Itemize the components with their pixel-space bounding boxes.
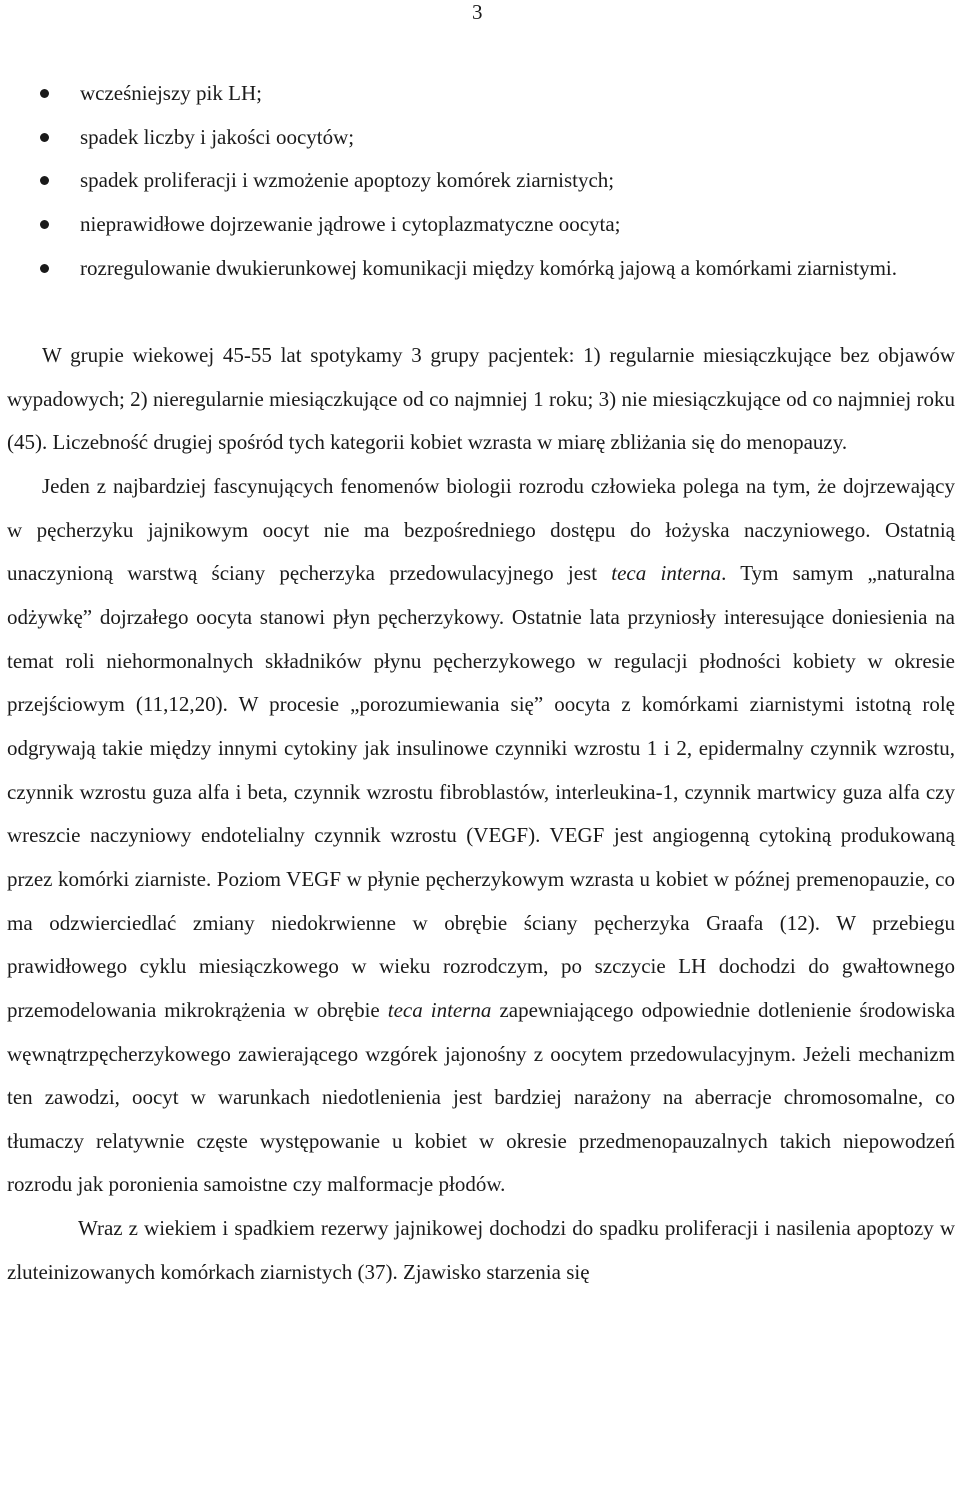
list-item — [0, 116, 958, 160]
bullet-icon — [40, 89, 49, 98]
bullet-list — [0, 72, 958, 291]
italic-term: teca interna — [611, 561, 722, 586]
bullet-icon — [40, 133, 49, 142]
paragraph: Wraz z wiekiem i spadkiem rezerwy jajnikowej dochodzi do spadku proliferacji i nasilenia apoptozy w zluteinizowanych komórkach ziarnistych (37). Zjawisko starzenia się — [7, 1216, 955, 1284]
paragraph-text: Jeden z najbardziej fascynujących fenomenów biologii rozrodu człowieka polega na tym, że dojrzewający w pęcherzyku jajnikowym oocyt nie ma bezpośredniego dostępu do łożyska naczyniowego. Ostatnią unaczynioną warstwą ściany pęcherzyka przedowulacyjnego jest — [7, 473, 955, 586]
list-item-text: spadek liczby i jakości oocytów; — [80, 124, 355, 149]
bullet-icon — [40, 264, 49, 273]
paragraph-text: zapewniającego odpowiednie dotlenienie środowiska węwnątrzpęcherzykowego zawierającego wzgórek jajonośny z oocytem przedowulacyjnym. Jeżeli mechanizm ten zawodzi, oocyt w warunkach niedotlenienia jest bardziej narażony na aberracje chromosomalne, co tłumaczy relatywnie częste występowanie u kobiet w okresie przedmenopauzalnych takich niepowodzeń rozrodu jak poronienia samoistne czy malformacje płodów. — [7, 997, 956, 1197]
bullet-icon — [40, 220, 49, 229]
list-item-text: rozregulowanie dwukierunkowej komunikacji między komórką jajową a komórkami ziarnistymi. — [80, 255, 898, 280]
paragraph-text: . Tym samym „naturalna odżywkę” dojrzałego oocyta stanowi płyn pęcherzykowy. Ostatnie lata przyniosły interesujące doniesienia na temat roli niehormonalnych składników płynu pęcherzykowego w regulacji płodności kobiety w okresie przejściowym (11,12,20). W procesie „porozumiewania się” oocyta z komórkami ziarnistymi istotną rolę odgrywają takie między innymi cytokiny jak insulinowe czynniki wzrostu 1 i 2, epidermalny czynnik wzrostu, czynnik wzrostu guza alfa i beta, czynnik wzrostu fibroblastów, interleukina-1, czynnik martwicy guza alfa czy wreszcie naczyniowy endotelialny czynnik wzrostu (VEGF). VEGF jest angiogenną cytokiną produkowaną przez komórki ziarniste. Poziom VEGF w płynie pęcherzykowym wzrasta u kobiet w późnej premenopauzie, co ma odzwierciedlać zmiany niedokrwienne w obrębie ściany pęcherzyka Graafa (12). W przebiegu prawidłowego cyklu miesiączkowego w wieku rozrodczym, po szczycie LH dochodzi do gwałtownego przemodelowania mikrokrążenia w obrębie — [7, 561, 956, 1022]
list-item-text: nieprawidłowe dojrzewanie jądrowe i cytoplazmatyczne oocyta; — [80, 212, 621, 237]
bullet-icon — [40, 176, 49, 185]
list-item — [0, 203, 958, 247]
list-item — [0, 159, 958, 203]
list-item-text: spadek proliferacji i wzmożenie apoptozy komórek ziarnistych; — [80, 168, 615, 193]
body-text — [7, 334, 955, 1294]
italic-term: teca interna — [387, 997, 492, 1022]
paragraph: W grupie wiekowej 45-55 lat spotykamy 3 grupy pacjentek: 1) regularnie miesiączkujące bez objawów wypadowych; 2) nieregularnie miesiączkujące od co najmniej 1 roku; 3) nie miesiączkujące od co najmniej roku (45). Liczebność drugiej spośród tych kategorii kobiet wzrasta w miarę zbliżania się do menopauzy. — [7, 343, 955, 455]
list-item — [0, 247, 958, 291]
list-item-text: wcześniejszy pik LH; — [80, 81, 262, 105]
paragraph — [7, 465, 955, 1207]
page-number: 3 — [472, 0, 483, 24]
list-item — [0, 72, 958, 116]
